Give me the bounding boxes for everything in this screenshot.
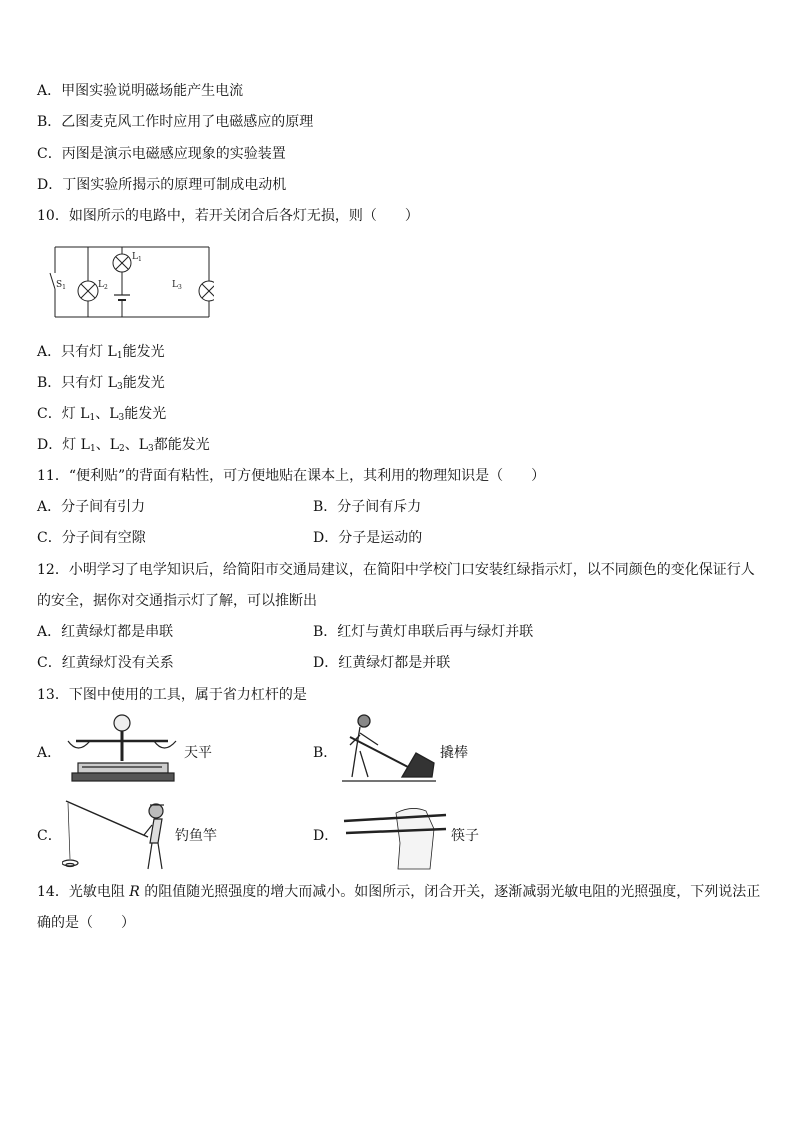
q11-option-c: C．分子间有空隙 [37,530,146,546]
q13-option-a-letter: A． [37,745,62,761]
q13-option-c-label: 钓鱼竿 [175,828,217,844]
q10-circuit-diagram [48,243,214,321]
lamp-l1-label: $L_1$ [132,252,142,263]
q9-option-a: A．甲图实验说明磁场能产生电流 [37,83,244,99]
q14-stem-line1: 14．光敏电阻 R 的阻值随光照强度的增大而减小。如图所示，闭合开关，逐渐减弱光敏电阻的光照强度，下列说法正 [37,884,761,900]
q10-stem: 10．如图所示的电路中，若开关闭合后各灯无损，则（ ） [37,208,419,224]
lamp-l1-icon [113,254,131,272]
q10-option-b: B．只有灯 $L_3$能发光 [37,375,165,392]
q13-option-b-label: 撬棒 [440,745,468,761]
lamp-l3-label: $L_3$ [172,280,182,291]
chopsticks-icon [338,799,448,873]
battery-icon [114,295,130,300]
q13-option-a-label: 天平 [184,745,212,761]
q11-option-b: B．分子间有斥力 [313,499,422,515]
q11-option-a: A．分子间有引力 [37,499,146,515]
q10-option-d: D．灯 $L_1$、$L_2$、$L_3$都能发光 [37,437,210,454]
switch-s1-label: $S_1$ [56,280,66,291]
balance-scale-icon [62,711,183,791]
q12-option-a: A．红黄绿灯都是串联 [37,624,174,640]
q9-option-d: D．丁图实验所揭示的原理可制成电动机 [37,177,287,193]
q12-option-d: D．红黄绿灯都是并联 [313,655,451,671]
fishing-rod-icon [62,797,174,875]
q12-option-b: B．红灯与黄灯串联后再与绿灯并联 [313,624,534,640]
q11-stem: 11．“便利贴”的背面有粘性，可方便地贴在课本上，其利用的物理知识是（ ） [37,468,546,484]
q11-option-d: D．分子是运动的 [313,530,423,546]
q12-stem-line1: 12．小明学习了电学知识后，给简阳市交通局建议，在简阳中学校门口安装红绿指示灯，以不同颜色的变化保证行人 [37,562,755,578]
q14-stem-line2: 确的是（ ） [37,915,135,931]
q13-option-c-letter: C． [37,828,62,844]
q9-option-b: B．乙图麦克风工作时应用了电磁感应的原理 [37,114,314,130]
q10-option-c: C．灯 $L_1$、$L_3$能发光 [37,406,167,423]
q13-stem: 13．下图中使用的工具，属于省力杠杆的是 [37,687,307,703]
q13-option-b-letter: B． [313,745,338,761]
q12-stem-line2: 的安全，据你对交通指示灯了解，可以推断出 [37,593,317,609]
lamp-l2-icon [78,281,98,301]
q10-option-a: A．只有灯 $L_1$能发光 [37,344,165,361]
q13-option-d-letter: D． [313,828,339,844]
lamp-l2-label: $L_2$ [98,280,108,291]
q9-option-c: C．丙图是演示电磁感应现象的实验装置 [37,146,286,162]
q12-option-c: C．红黄绿灯没有关系 [37,655,174,671]
crowbar-worker-icon [338,711,438,791]
q13-option-d-label: 筷子 [451,828,479,844]
lamp-l3-icon [199,281,214,301]
